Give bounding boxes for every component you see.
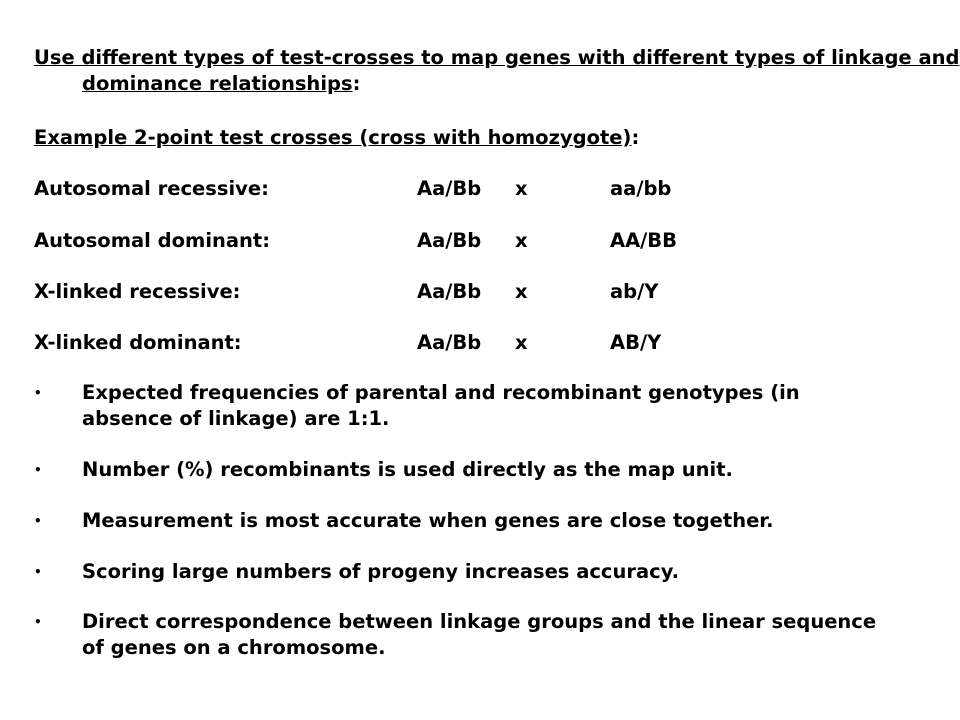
heading-test-crosses-text: Use different types of test-crosses to map genes with different types of linkage and dominance relationships bbox=[34, 46, 960, 95]
cross-parent2: ab/Y bbox=[610, 280, 659, 303]
cross-parent1: Aa/Bb bbox=[417, 177, 482, 200]
bullet-item bbox=[34, 609, 894, 661]
heading-example-crosses bbox=[34, 125, 914, 151]
heading-example-crosses-colon: : bbox=[631, 126, 640, 149]
cross-operator: x bbox=[515, 229, 528, 252]
cross-label: X-linked recessive: bbox=[34, 280, 241, 303]
heading-example-crosses-text: Example 2-point test crosses (cross with homozygote) bbox=[34, 126, 632, 149]
cross-label: Autosomal recessive: bbox=[34, 177, 269, 200]
cross-parent1: Aa/Bb bbox=[417, 280, 482, 303]
cross-label: X-linked dominant: bbox=[34, 331, 242, 354]
cross-row-x-linked-recessive bbox=[34, 279, 914, 305]
bullet-text: Scoring large numbers of progeny increases accuracy. bbox=[82, 560, 680, 583]
cross-operator: x bbox=[515, 331, 528, 354]
cross-parent2: AA/BB bbox=[610, 229, 678, 252]
cross-parent1: Aa/Bb bbox=[417, 331, 482, 354]
cross-parent1: Aa/Bb bbox=[417, 229, 482, 252]
heading-test-crosses-colon: : bbox=[352, 72, 361, 95]
bullet-text: Measurement is most accurate when genes are close together. bbox=[82, 509, 774, 532]
cross-row-autosomal-dominant bbox=[34, 228, 914, 254]
cross-parent2: aa/bb bbox=[610, 177, 672, 200]
heading-test-crosses bbox=[34, 45, 960, 97]
cross-operator: x bbox=[515, 280, 528, 303]
bullet-marker: • bbox=[34, 463, 42, 477]
cross-row-autosomal-recessive bbox=[34, 176, 914, 202]
cross-label: Autosomal dominant: bbox=[34, 229, 271, 252]
cross-operator: x bbox=[515, 177, 528, 200]
bullet-item bbox=[34, 380, 894, 432]
bullet-text: Expected frequencies of parental and recombinant genotypes (in absence of linkage) are 1:1. bbox=[82, 381, 800, 430]
bullet-text: Direct correspondence between linkage groups and the linear sequence of genes on a chromosome. bbox=[82, 610, 877, 659]
bullet-marker: • bbox=[34, 514, 42, 528]
bullet-marker: • bbox=[34, 386, 42, 400]
bullet-text: Number (%) recombinants is used directly as the map unit. bbox=[82, 458, 733, 481]
bullet-marker: • bbox=[34, 615, 42, 629]
cross-parent2: AB/Y bbox=[610, 331, 662, 354]
bullet-item bbox=[34, 559, 894, 585]
bullet-item bbox=[34, 508, 894, 534]
cross-row-x-linked-dominant bbox=[34, 330, 914, 356]
bullet-marker: • bbox=[34, 565, 42, 579]
bullet-item bbox=[34, 457, 894, 483]
